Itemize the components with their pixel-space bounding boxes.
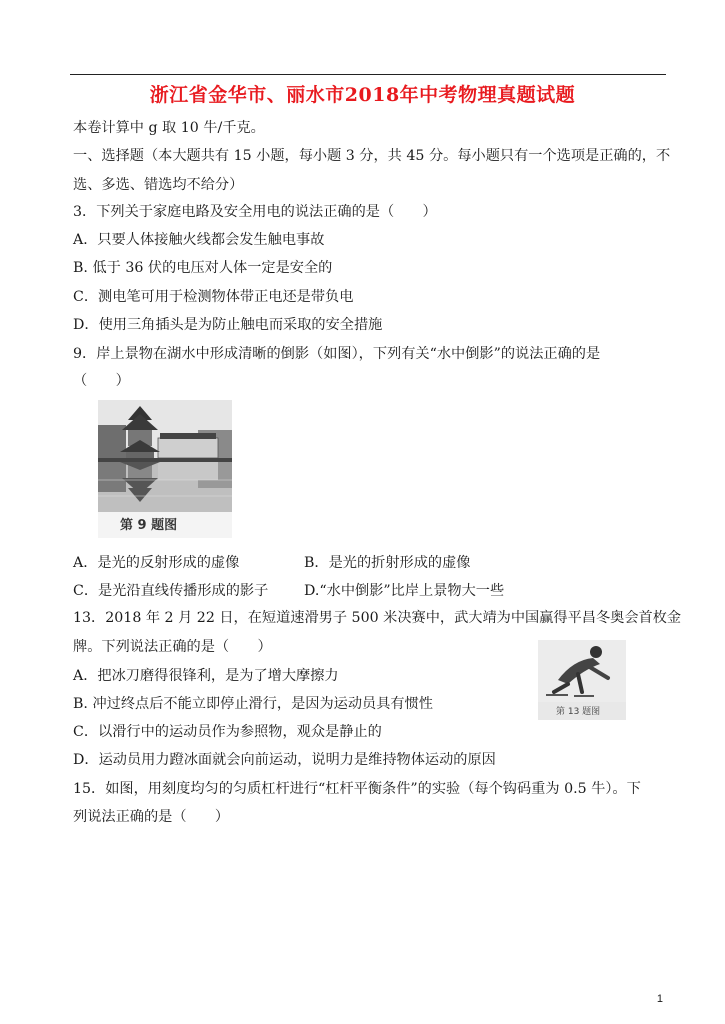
q13-stem-line-2: 牌。下列说法正确的是（ ）	[73, 639, 272, 655]
q3-option-c: C．测电笔可用于检测物体带正电还是带负电	[73, 289, 354, 305]
q9-figure-caption: 第 9 题图	[120, 518, 178, 533]
q9-option-c: C．是光沿直线传播形成的影子	[73, 583, 269, 599]
q15-stem-line-1: 15．如图，用刻度均匀的匀质杠杆进行“杠杆平衡条件”的实验（每个钩码重为 0.5 牛）。下	[73, 781, 641, 797]
header-rule	[70, 74, 666, 75]
q3-option-a: A．只要人体接触火线都会发生触电事故	[73, 232, 325, 248]
section-heading-line-2: 选、多选、错选均不给分）	[73, 177, 244, 193]
q9-option-a: A．是光的反射形成的虚像	[73, 555, 240, 571]
q13-stem-line-1: 13．2018 年 2 月 22 日，在短道速滑男子 500 米决赛中，武大靖为中国赢得平昌冬奥会首枚金	[73, 610, 682, 626]
q3-stem: 3．下列关于家庭电路及安全用电的说法正确的是（ ）	[73, 204, 437, 220]
q13-figure-speed-skater	[538, 640, 626, 720]
q3-option-b: B. 低于 36 伏的电压对人体一定是安全的	[73, 260, 333, 276]
q9-stem-line-1: 9．岸上景物在湖水中形成清晰的倒影（如图），下列有关“水中倒影”的说法正确的是	[73, 346, 601, 362]
q15-stem-line-2: 列说法正确的是（ ）	[73, 809, 230, 825]
q13-figure-caption: 第 13 题图	[556, 707, 601, 717]
q13-option-b: B. 冲过终点后不能立即停止滑行，是因为运动员具有惯性	[73, 696, 433, 712]
calc-note: 本卷计算中 g 取 10 牛/千克。	[73, 120, 265, 136]
document-title: 浙江省金华市、丽水市2018年中考物理真题试题	[149, 84, 576, 106]
q9-figure-pavilion-reflection	[98, 400, 232, 538]
q13-option-a: A．把冰刀磨得很锋利，是为了增大摩擦力	[73, 668, 339, 684]
page-number: 1	[656, 993, 663, 1005]
q9-option-b: B．是光的折射形成的虚像	[304, 555, 471, 571]
q9-option-d: D.“水中倒影”比岸上景物大一些	[304, 583, 505, 599]
speed-skater-image	[538, 640, 626, 702]
q13-option-d: D．运动员用力蹬冰面就会向前运动，说明力是维持物体运动的原因	[73, 752, 496, 768]
q3-option-d: D．使用三角插头是为防止触电而采取的安全措施	[73, 317, 383, 333]
q9-stem-line-2: （ ）	[73, 373, 130, 389]
q13-option-c: C．以滑行中的运动员作为参照物，观众是静止的	[73, 724, 382, 740]
section-heading-line-1: 一、选择题（本大题共有 15 小题，每小题 3 分，共 45 分。每小题只有一个选项是正确的，不	[73, 148, 671, 164]
